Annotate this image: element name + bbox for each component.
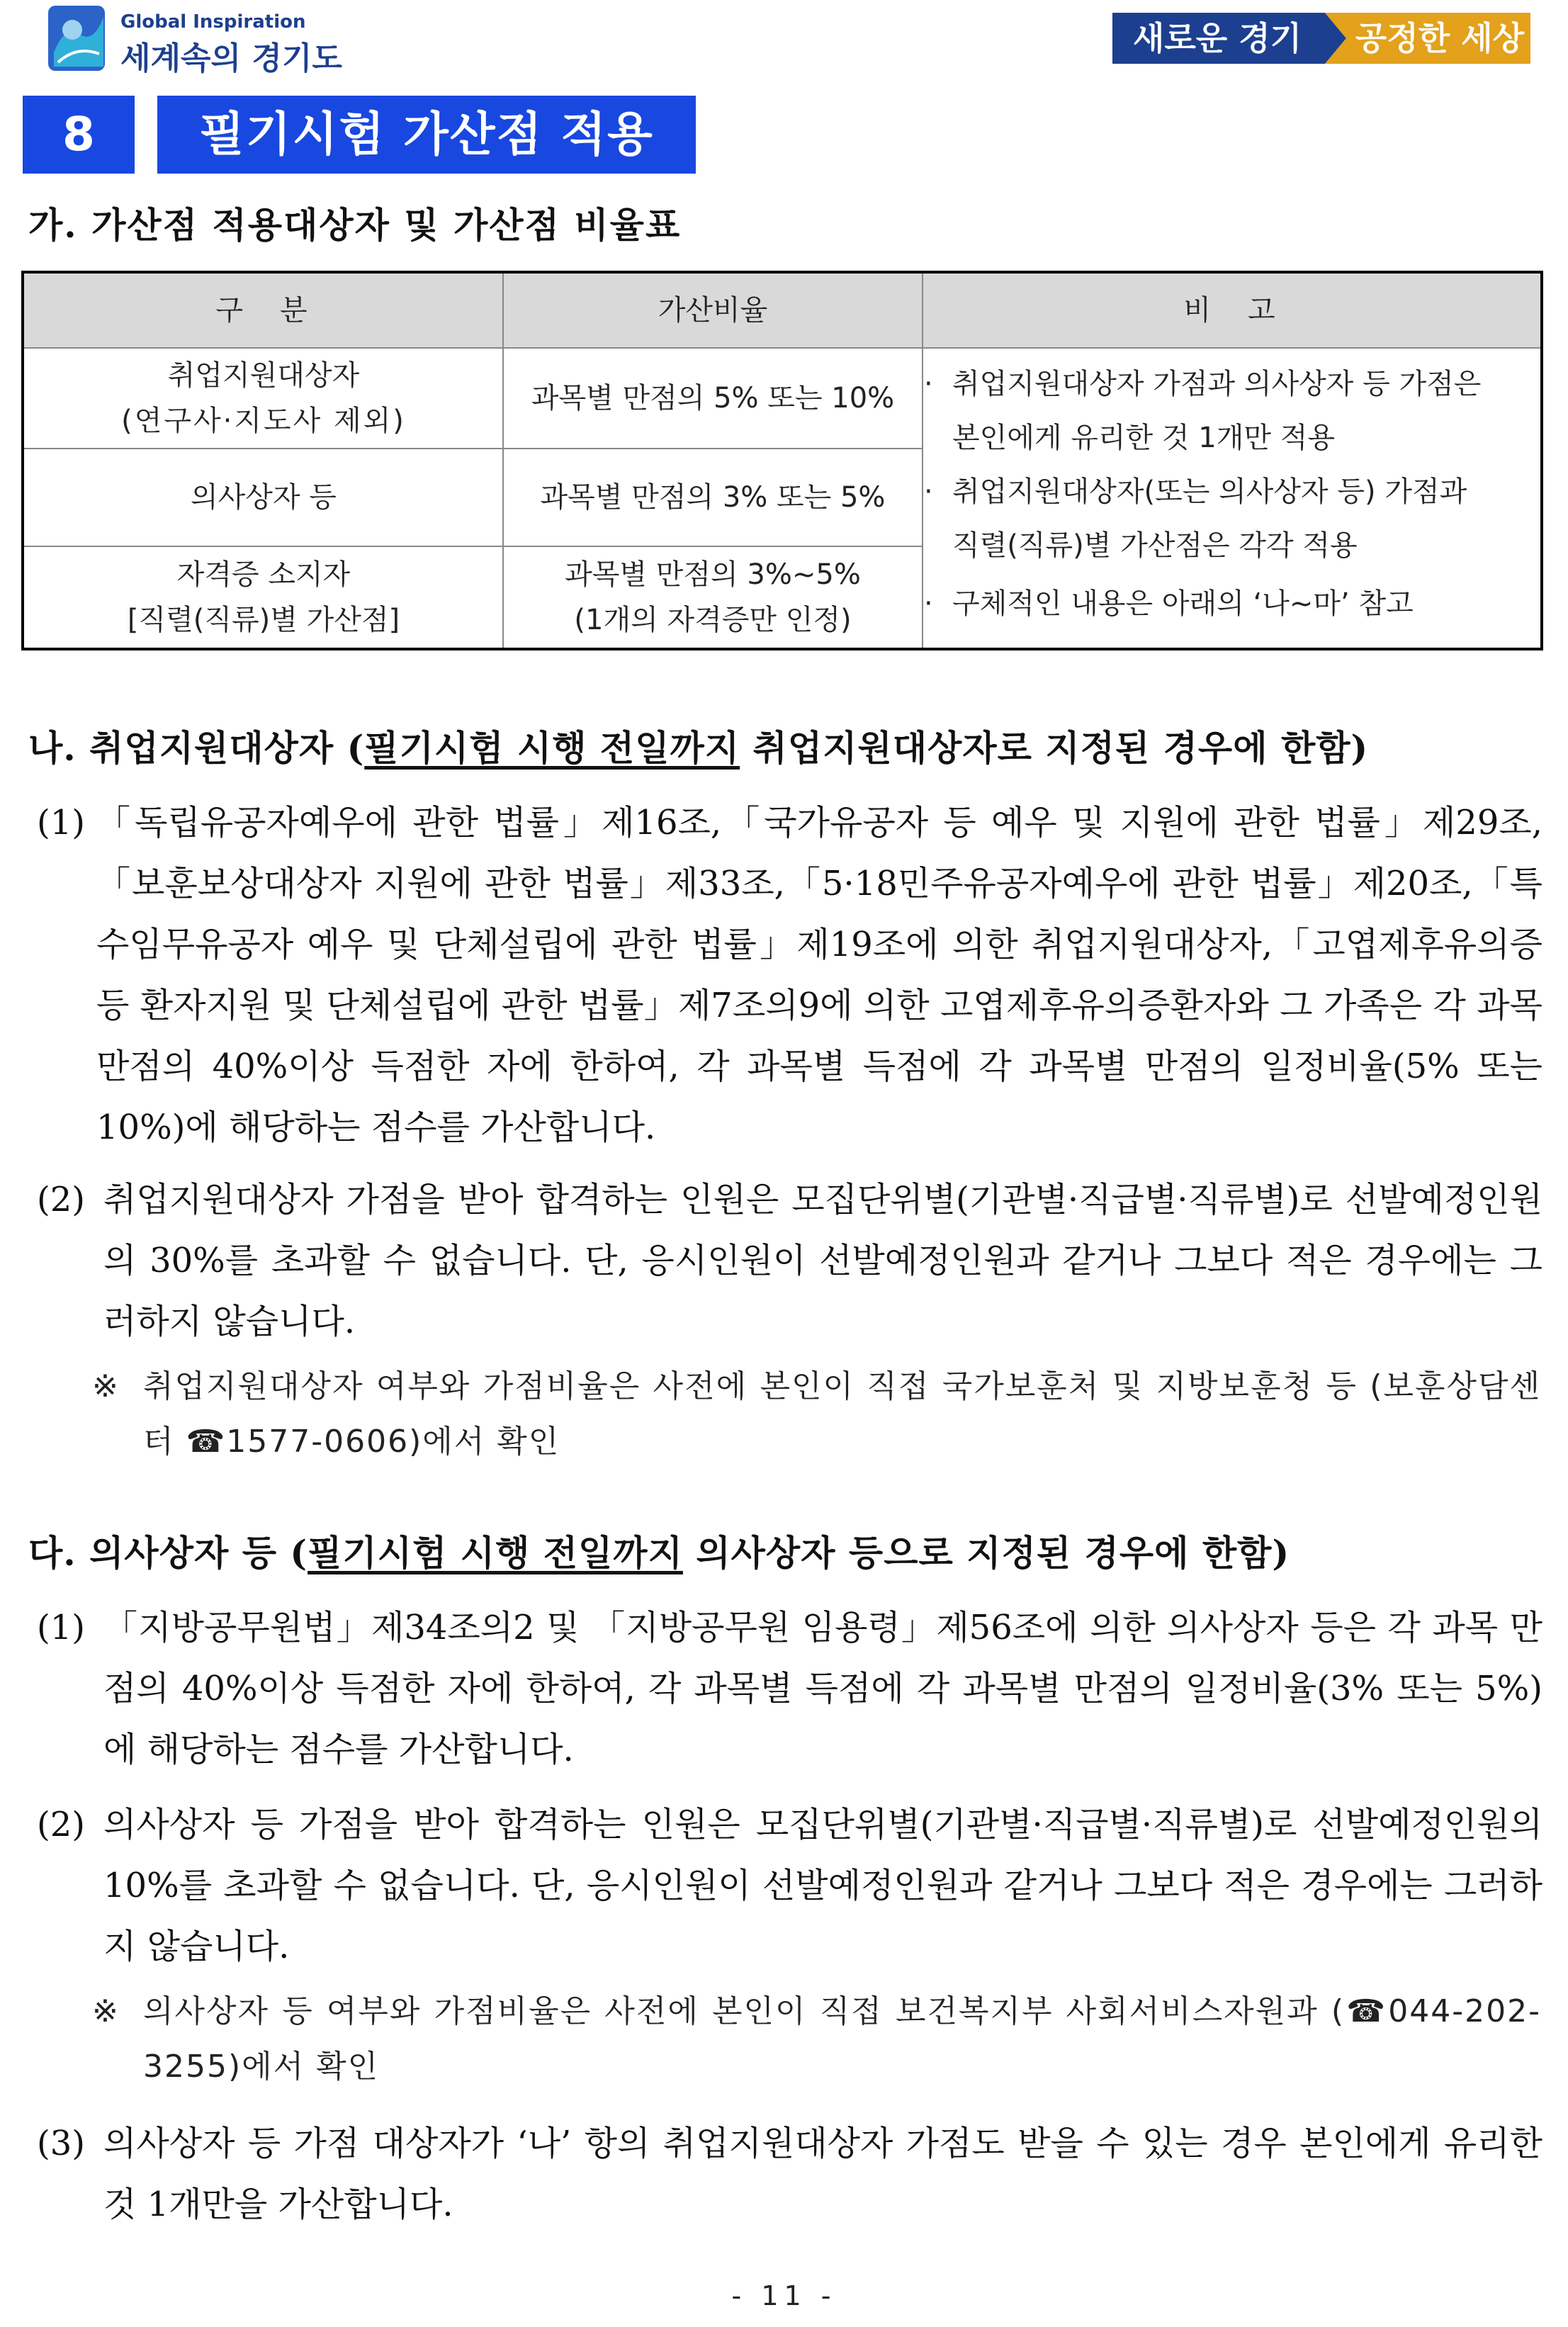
remark-text: 취업지원대상자 가점과 의사상자 등 가점은 bbox=[952, 368, 1482, 400]
target-name: 의사상자 등 bbox=[191, 481, 337, 514]
section-title: 필기시험 가산점 적용 bbox=[157, 96, 696, 174]
slogan-banner bbox=[1112, 13, 1530, 64]
heading-ga: 가. 가산점 적용대상자 및 가산점 비율표 bbox=[28, 204, 682, 246]
heading-prefix: 나. 취업지원대상자 ( bbox=[28, 727, 365, 769]
heading-suffix: 취업지원대상자로 지정된 경우에 한함) bbox=[740, 727, 1369, 769]
item-label: (2) bbox=[37, 1805, 85, 1844]
slogan-right: 공정한 세상 bbox=[1355, 19, 1525, 57]
header-category: 구 분 bbox=[215, 294, 312, 327]
paragraph-da-1 bbox=[37, 1597, 1542, 1780]
rate-note: (1개의 자격증만 인정) bbox=[574, 604, 852, 636]
remark-text: 구체적인 내용은 아래의 ‘나~마’ 참고 bbox=[952, 587, 1414, 620]
heading-da bbox=[28, 1525, 1290, 1576]
page-number: - 11 - bbox=[731, 2280, 837, 2311]
paragraph-da-3 bbox=[37, 2113, 1542, 2235]
logo-english-text: Global Inspiration bbox=[120, 11, 306, 33]
remarks-list bbox=[924, 357, 1547, 631]
item-text: 의사상자 등 가점을 받아 합격하는 인원은 모집단위별(기관별·직급별·직류별)로 선발예정인원의 10%를 초과할 수 없습니다. 단, 응시인원이 선발예정인원과 같거나 그보다 적은 경우에는 그러하지 않습니다. bbox=[103, 1805, 1542, 1966]
heading-underlined: 필기시험 시행 전일까지 bbox=[308, 1532, 683, 1574]
paragraph-na-2 bbox=[37, 1169, 1542, 1352]
reference-note-na bbox=[92, 1359, 1541, 1470]
reference-text: 취업지원대상자 여부와 가점비율은 사전에 본인이 직접 국가보훈처 및 지방보훈청 등 (보훈상담센터 ☎1577-0606)에서 확인 bbox=[143, 1368, 1541, 1460]
rate-value: 과목별 만점의 3%~5% bbox=[565, 558, 861, 591]
header-rate: 가산비율 bbox=[658, 294, 768, 327]
target-note: [직렬(직류)별 가산점] bbox=[127, 604, 400, 636]
reference-note-da bbox=[92, 1984, 1541, 2095]
gyeonggi-logo bbox=[37, 0, 342, 78]
remark-text: 직렬(직류)별 가산점은 각각 적용 bbox=[952, 529, 1358, 562]
target-note: (연구사·지도사 제외) bbox=[121, 405, 406, 437]
heading-underlined: 필기시험 시행 전일까지 bbox=[364, 727, 740, 769]
gyeonggi-emblem-icon bbox=[44, 3, 109, 74]
rate-value: 과목별 만점의 5% 또는 10% bbox=[531, 382, 895, 415]
slogan-left: 새로운 경기 bbox=[1132, 19, 1302, 57]
remark-bullet: · bbox=[924, 475, 933, 508]
heading-prefix: 다. 의사상자 등 ( bbox=[28, 1532, 308, 1574]
logo-korean-text: 세계속의 경기도 bbox=[120, 40, 342, 77]
remark-bullet: · bbox=[924, 587, 933, 620]
item-text: 「독립유공자예우에 관한 법률」제16조,「국가유공자 등 예우 및 지원에 관한 법률」제29조,「보훈보상대상자 지원에 관한 법률」제33조,「5·18민주유공자예우에 관한 법률」제20조,「특수임무유공자 예우 및 단체설립에 관한 법률」제19조에 의한 취업지원대상자,「고엽제후유의증 등 환자지원 및 단체설립에 관한 법률」제7조의9에 의한 고엽제후유의증환자와 그 가족은 각 과목 만점의 40%이상 득점한 자에 한하여, 각 과목별 득점에 각 과목별 만점의 일정비율(5% 또는 10%)에 해당하는 점수를 가산합니다. bbox=[96, 803, 1542, 1147]
target-name: 취업지원대상자 bbox=[167, 359, 360, 392]
reference-mark: ※ bbox=[92, 1368, 120, 1404]
target-name: 자격증 소지자 bbox=[176, 558, 351, 591]
remark-item bbox=[924, 577, 1547, 631]
remark-item bbox=[924, 357, 1547, 465]
table-row bbox=[24, 349, 503, 448]
paragraph-na-1 bbox=[37, 792, 1542, 1158]
item-text: 「지방공무원법」제34조의2 및 「지방공무원 임용령」제56조에 의한 의사상자 등은 각 과목 만점의 40%이상 득점한 자에 한하여, 각 과목별 득점에 각 과목별 만점의 일정비율(3% 또는 5%)에 해당하는 점수를 가산합니다. bbox=[103, 1608, 1542, 1769]
rate-value: 과목별 만점의 3% 또는 5% bbox=[540, 481, 886, 514]
heading-na bbox=[28, 720, 1368, 771]
reference-mark: ※ bbox=[92, 1993, 120, 2029]
remark-bullet: · bbox=[924, 368, 933, 400]
heading-suffix: 의사상자 등으로 지정된 경우에 한함) bbox=[682, 1532, 1290, 1574]
remark-item bbox=[924, 465, 1547, 573]
item-text: 의사상자 등 가점 대상자가 ‘나’ 항의 취업지원대상자 가점도 받을 수 있는 경우 본인에게 유리한 것 1개만을 가산합니다. bbox=[103, 2124, 1542, 2224]
reference-text: 의사상자 등 여부와 가점비율은 사전에 본인이 직접 보건복지부 사회서비스자원과 (☎044-202-3255)에서 확인 bbox=[143, 1993, 1541, 2085]
item-label: (1) bbox=[37, 1608, 85, 1647]
item-label: (2) bbox=[37, 1180, 85, 1219]
remark-text: 취업지원대상자(또는 의사상자 등) 가점과 bbox=[952, 475, 1467, 508]
item-label: (1) bbox=[37, 803, 85, 843]
section-number: 8 bbox=[23, 96, 135, 174]
table-row bbox=[503, 547, 923, 648]
header-remarks: 비 고 bbox=[1183, 294, 1280, 327]
item-label: (3) bbox=[37, 2124, 85, 2163]
item-text: 취업지원대상자 가점을 받아 합격하는 인원은 모집단위별(기관별·직급별·직류별)로 선발예정인원의 30%를 초과할 수 없습니다. 단, 응시인원이 선발예정인원과 같거나 그보다 적은 경우에는 그러하지 않습니다. bbox=[103, 1180, 1542, 1341]
paragraph-da-2 bbox=[37, 1794, 1542, 1977]
remark-text: 본인에게 유리한 것 1개만 적용 bbox=[952, 422, 1335, 454]
table-row bbox=[24, 547, 503, 648]
bonus-rate-table bbox=[21, 271, 1543, 650]
